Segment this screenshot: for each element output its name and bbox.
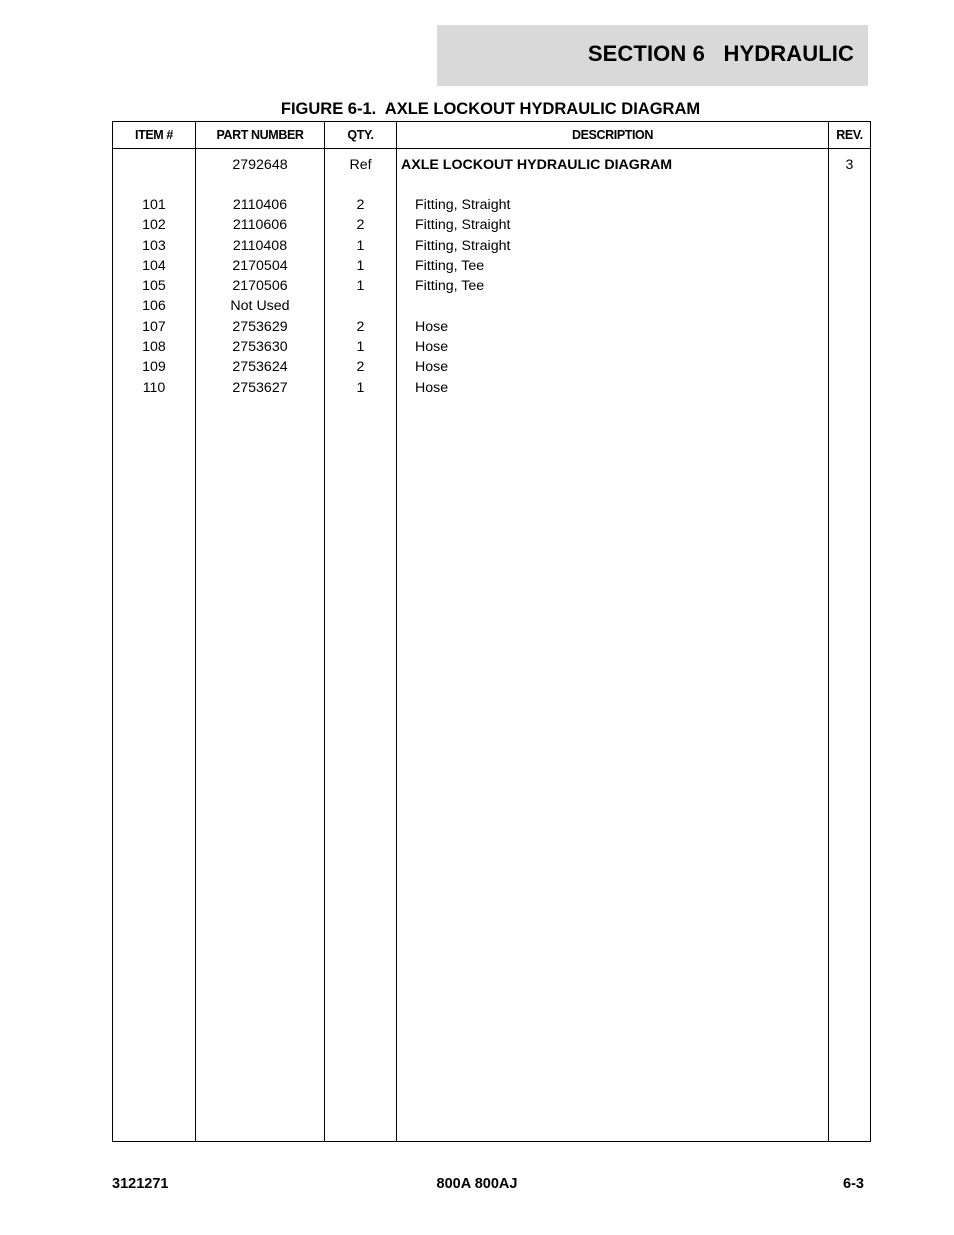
row-spacer <box>397 175 828 195</box>
table-row-part-number: 2753629 <box>232 318 288 335</box>
assembly-description: AXLE LOCKOUT HYDRAULIC DIAGRAM <box>401 157 673 173</box>
qty-column <box>325 149 397 1142</box>
table-row-description <box>397 296 828 316</box>
header-item: ITEM # <box>113 122 196 149</box>
assembly-qty: Ref <box>349 157 372 173</box>
table-row-qty: 1 <box>356 237 365 254</box>
table-row-rev <box>829 215 870 235</box>
table-header-row <box>113 122 871 149</box>
table-row-description: Hose <box>415 339 449 356</box>
table-row-part-number: 2170504 <box>232 257 288 274</box>
assembly-part-number: 2792648 <box>232 157 288 173</box>
row-spacer <box>113 175 195 195</box>
table-row-rev <box>829 337 870 357</box>
table-row-item: 101 <box>142 196 166 213</box>
table-row-rev <box>829 296 870 316</box>
table-row-qty: 1 <box>356 379 365 396</box>
table-row-item: 103 <box>142 237 166 254</box>
assembly-item <box>113 155 195 175</box>
table-row-part-number: 2170506 <box>232 278 288 295</box>
table-row-item: 105 <box>142 278 166 295</box>
table-row-description: Fitting, Straight <box>415 196 511 213</box>
table-row-description: Fitting, Straight <box>415 217 511 234</box>
table-row-item: 102 <box>142 217 166 234</box>
footer-model: 800A 800AJ <box>436 1176 518 1192</box>
table-row-rev <box>829 276 870 296</box>
table-row-description: Fitting, Tee <box>415 278 485 295</box>
table-row-part-number: 2753624 <box>232 359 288 376</box>
table-row-rev <box>829 195 870 215</box>
table-row-item: 109 <box>142 359 166 376</box>
table-row-part-number: 2110606 <box>232 217 288 234</box>
table-row-description: Fitting, Straight <box>415 237 511 254</box>
table-row-qty: 2 <box>356 196 365 213</box>
header-qty: QTY. <box>325 122 397 149</box>
footer-document-number: 3121271 <box>112 1176 169 1192</box>
row-spacer <box>829 175 870 195</box>
table-row-part-number: 2753630 <box>232 339 288 356</box>
description-column <box>397 149 829 1142</box>
table-row-description: Hose <box>415 379 449 396</box>
table-row-qty: 2 <box>356 318 365 335</box>
table-row-qty: 2 <box>356 217 365 234</box>
section-header <box>437 25 868 86</box>
part-number-column <box>196 149 325 1142</box>
row-spacer <box>325 175 396 195</box>
table-row-description: Hose <box>415 359 449 376</box>
table-row-rev <box>829 378 870 398</box>
table-row-part-number: 2110406 <box>232 196 288 213</box>
assembly-rev: 3 <box>845 157 854 173</box>
table-row-part-number: 2110408 <box>232 237 288 254</box>
table-row-qty <box>325 296 396 316</box>
table-row-qty: 1 <box>356 257 365 274</box>
table-row-item: 104 <box>142 257 166 274</box>
table-row-item: 106 <box>142 298 166 315</box>
table-row-item: 110 <box>142 379 166 396</box>
header-part-number: PART NUMBER <box>196 122 325 149</box>
figure-title: FIGURE 6-1. AXLE LOCKOUT HYDRAULIC DIAGRAM <box>280 100 701 118</box>
parts-table <box>112 121 871 1142</box>
footer-page-number: 6-3 <box>843 1176 864 1192</box>
table-row-qty: 1 <box>356 278 365 295</box>
table-row-item: 107 <box>142 318 166 335</box>
section-title: SECTION 6 HYDRAULIC <box>587 41 854 66</box>
table-body <box>113 149 871 1142</box>
row-spacer <box>196 175 324 195</box>
table-row-item: 108 <box>142 339 166 356</box>
rev-column <box>829 149 871 1142</box>
table-row-qty: 2 <box>356 359 365 376</box>
table-row-rev <box>829 317 870 337</box>
header-rev: REV. <box>829 122 871 149</box>
header-description: DESCRIPTION <box>397 122 829 149</box>
table-row-rev <box>829 236 870 256</box>
table-row-description: Hose <box>415 318 449 335</box>
item-column <box>113 149 196 1142</box>
table-row-description: Fitting, Tee <box>415 257 485 274</box>
table-row-qty: 1 <box>356 339 365 356</box>
table-row-part-number: Not Used <box>230 298 290 315</box>
table-row-part-number: 2753627 <box>232 379 288 396</box>
table-row-rev <box>829 256 870 276</box>
table-row-rev <box>829 357 870 377</box>
